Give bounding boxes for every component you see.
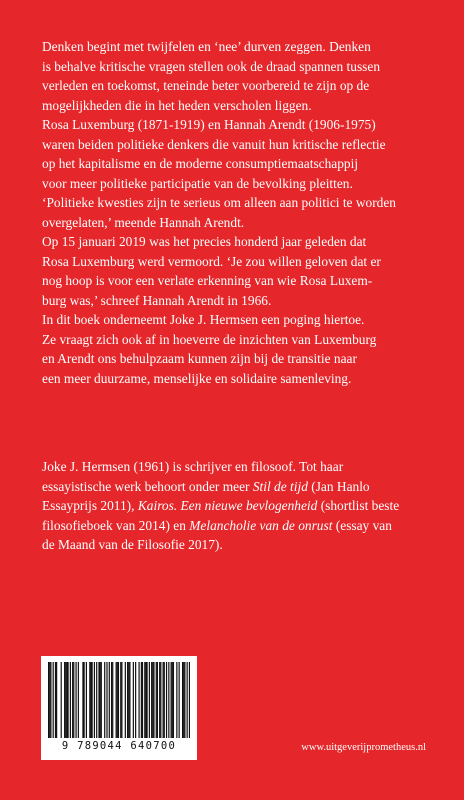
isbn-number: 9 789044 640700 <box>61 740 177 752</box>
barcode-bar <box>133 662 134 738</box>
bio-line <box>42 516 432 536</box>
barcode-bar <box>48 662 49 738</box>
blurb-line: Denken begint met twijfelen en ‘nee’ durven zeggen. Denken <box>42 39 371 54</box>
barcode-bar <box>84 662 85 738</box>
barcode-bar <box>152 662 153 738</box>
barcode-bar <box>145 662 146 738</box>
barcode-bar <box>98 662 99 738</box>
barcode-bar <box>109 662 110 738</box>
barcode-bar <box>53 662 54 738</box>
barcode-bar <box>128 662 129 738</box>
barcode-bar <box>184 662 185 738</box>
barcode <box>41 656 197 760</box>
blurb-line: is behalve kritische vragen stellen ook de draad spannen tussen <box>42 58 381 74</box>
barcode-bar <box>183 662 184 738</box>
barcode-bar <box>144 662 145 738</box>
barcode-bar <box>168 662 169 738</box>
barcode-bar <box>56 662 57 738</box>
bio-line <box>42 477 432 497</box>
bio-line <box>42 457 432 477</box>
barcode-bar <box>104 662 105 738</box>
barcode-bar <box>73 662 74 738</box>
barcode-bar <box>100 662 101 738</box>
barcode-bar <box>157 662 158 738</box>
barcode-bar <box>70 662 71 738</box>
blurb-line: en Arendt ons behulpzaam kunnen zijn bij de transitie naar <box>42 351 357 366</box>
bio-text: (Jan Hanlo <box>307 478 370 494</box>
blurb-line: ‘Politieke kwesties zijn te serieus om alleen aan politici te worden <box>42 195 397 210</box>
barcode-bar <box>135 662 136 738</box>
barcode-bar <box>179 662 180 738</box>
barcode-bar <box>101 662 102 738</box>
barcode-bar <box>82 662 83 738</box>
barcode-bar <box>117 662 118 738</box>
barcode-bar <box>49 662 50 738</box>
barcode-bar <box>149 662 150 738</box>
barcode-bar <box>67 662 68 738</box>
barcode-bar <box>172 662 173 738</box>
barcode-bar <box>55 662 56 738</box>
barcode-bar <box>116 662 117 738</box>
publisher-url: www.uitgeverijprometheus.nl <box>301 742 426 753</box>
barcode-bar <box>156 662 157 738</box>
blurb-line: nog hoop is voor een verlate erkenning van wie Rosa Luxem- <box>42 273 373 288</box>
bio-text: filosofieboek van 2014) en <box>42 517 190 533</box>
barcode-bar <box>120 662 121 738</box>
barcode-bar <box>129 662 130 738</box>
barcode-bar <box>163 662 164 738</box>
barcode-bar <box>141 662 142 738</box>
bio-text: Joke J. Hermsen (1961) is schrijver en filosoof. Tot haar <box>42 459 344 474</box>
blurb-line: Ze vraagt zich ook af in hoeverre de inzichten van Luxemburg <box>42 331 377 347</box>
barcode-bar <box>171 662 172 738</box>
book-title: Stil de tijd <box>252 478 308 494</box>
barcode-bar <box>106 662 107 738</box>
barcode-bar <box>64 662 65 738</box>
barcode-bar <box>92 662 93 738</box>
barcode-bar <box>96 662 97 738</box>
blurb-line: burg was,’ schreef Hannah Arendt in 1966. <box>42 292 272 308</box>
bio-text: Essayprijs 2011), <box>42 498 138 513</box>
barcode-bar <box>118 662 119 738</box>
bio-text: de Maand van de Filosofie 2017). <box>42 537 223 552</box>
barcode-bar <box>61 662 62 738</box>
blurb-line: In dit boek onderneemt Joke J. Hermsen een poging hiertoe. <box>42 312 365 327</box>
blurb-line: verleden en toekomst, teneinde beter voorbereid te zijn op de <box>42 78 370 93</box>
barcode-bar <box>153 662 154 738</box>
barcode-bar <box>142 662 143 738</box>
barcode-bar <box>159 662 160 738</box>
barcode-bar <box>182 662 183 738</box>
blurb-line: mogelijkheden die in het heden verscholen liggen. <box>42 97 312 113</box>
barcode-bar <box>121 662 122 738</box>
barcode-bar <box>160 662 161 738</box>
barcode-bar <box>90 662 91 738</box>
blurb-line: overgelaten,’ meende Hannah Arendt. <box>42 214 245 230</box>
barcode-bar <box>78 662 79 738</box>
bio-line <box>42 535 432 555</box>
author-bio <box>42 457 432 555</box>
blurb-line: waren beiden politieke denkers die vanuit hun kritische reflectie <box>42 136 386 152</box>
blurb-line: een meer duurzame, menselijke en solidaire samenleving. <box>42 370 352 386</box>
barcode-bar <box>173 662 174 738</box>
barcode-bar <box>189 662 190 738</box>
barcode-bar <box>66 662 67 738</box>
barcode-bar <box>50 662 51 738</box>
barcode-bar <box>75 662 76 738</box>
blurb-line: Rosa Luxemburg (1871-1919) en Hannah Arendt (1906-1975) <box>42 117 376 132</box>
barcode-bar <box>111 662 112 738</box>
barcode-bar <box>187 662 188 738</box>
blurb-line: voor meer politieke participatie van de bevolking pleitten. <box>42 175 353 191</box>
book-title: Kairos. Een nieuwe bevlogenheid <box>137 498 318 513</box>
barcode-bar <box>151 662 152 738</box>
blurb-line: Rosa Luxemburg werd vermoord. ‘Je zou willen geloven dat er <box>42 253 381 269</box>
barcode-bar <box>112 662 113 738</box>
barcode-bar <box>72 662 73 738</box>
bio-text: essayistische werk behoort onder meer <box>42 478 253 494</box>
barcode-bar <box>89 662 90 738</box>
barcode-bar <box>164 662 165 738</box>
barcode-bar <box>86 662 87 738</box>
blurb-line: op het kapitalisme en de moderne consumptiemaatschappij <box>42 156 359 171</box>
blurb-text <box>42 37 432 388</box>
bio-text: (shortlist beste <box>317 498 400 513</box>
barcode-bar <box>94 662 95 738</box>
bio-line <box>42 496 432 516</box>
barcode-bar <box>166 662 167 738</box>
barcode-bar <box>125 662 126 738</box>
book-title: Melancholie van de onrust <box>189 517 333 533</box>
barcode-bar <box>65 662 66 738</box>
blurb-line: Op 15 januari 2019 was het precies honderd jaar geleden dat <box>42 234 367 249</box>
barcode-bar <box>127 662 128 738</box>
barcode-bar <box>176 662 177 738</box>
bio-text: (essay van <box>332 517 392 533</box>
barcode-bar <box>138 662 139 738</box>
barcode-bars <box>48 662 190 742</box>
barcode-bar <box>146 662 147 738</box>
